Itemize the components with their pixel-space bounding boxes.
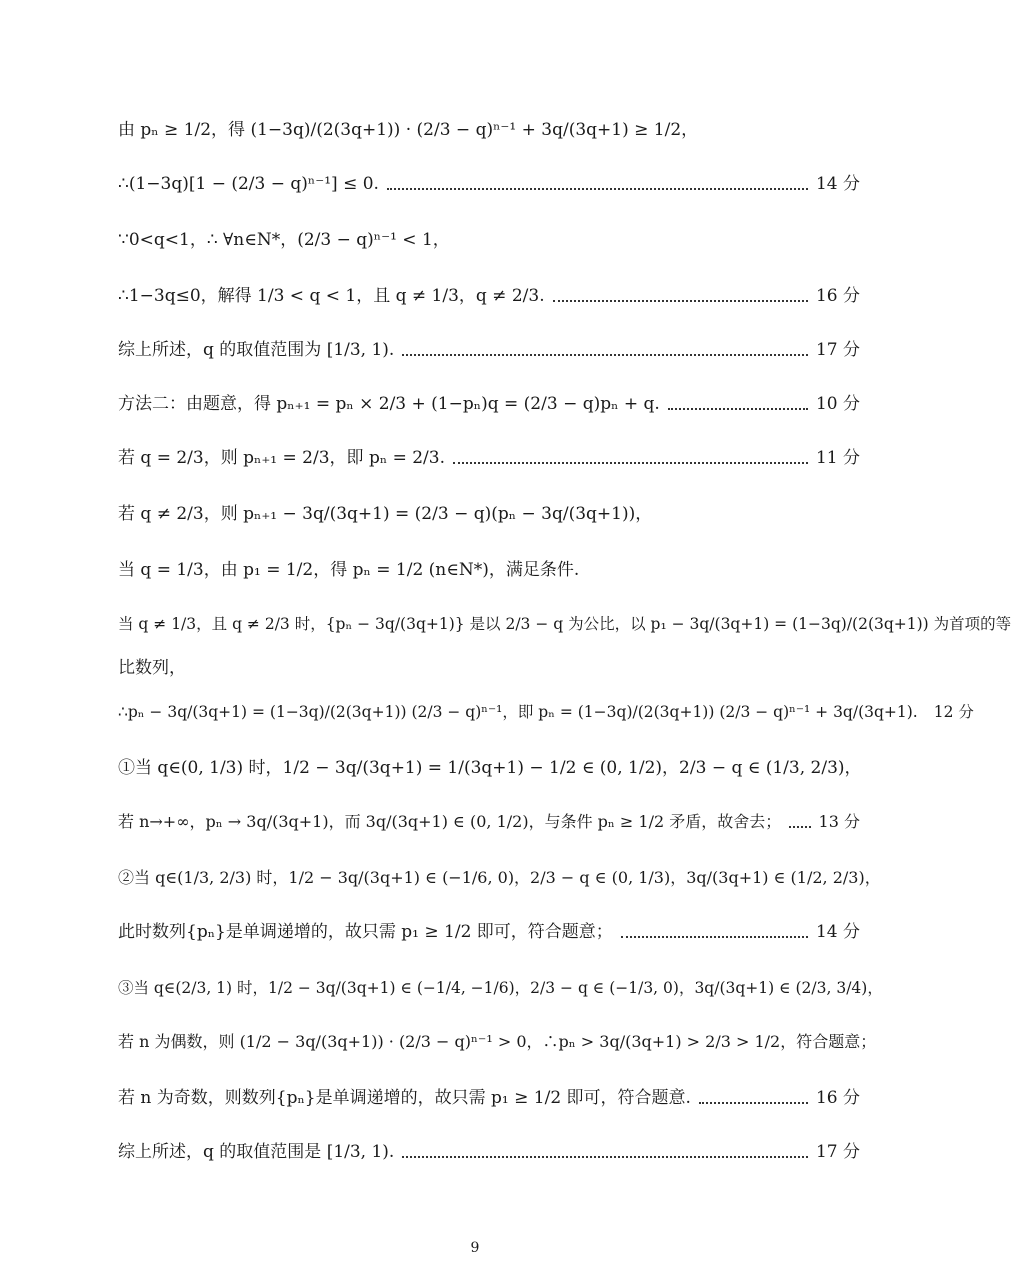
score-mark: 11 分 <box>815 448 860 468</box>
line-text: 若 n 为奇数，则数列{pₙ}是单调递增的，故只需 p₁ ≥ 1/2 即可，符合题意. <box>118 1088 691 1108</box>
line-text: ∴(1−3q)[1 − (2/3 − q)ⁿ⁻¹] ≤ 0. <box>118 174 379 194</box>
solution-line <box>118 656 860 680</box>
page-number: 9 <box>470 1240 480 1256</box>
score-mark: 12 分 <box>933 703 974 721</box>
line-text: 当 q = 1/3，由 p₁ = 1/2，得 pₙ = 1/2 (n∈N*)，满足条件. <box>118 560 580 580</box>
solution-line <box>118 558 860 582</box>
line-text: ①当 q∈(0, 1/3) 时，1/2 − 3q/(3q+1) = 1/(3q+1) − 1/2 ∈ (0, 1/2)，2/3 − q ∈ (1/3, 2/3)， <box>118 758 862 778</box>
solution-line <box>118 338 860 362</box>
line-text: 综上所述，q 的取值范围是 [1/3, 1). <box>118 1142 395 1162</box>
line-text: ②当 q∈(1/3, 2/3) 时，1/2 − 3q/(3q+1) ∈ (−1/6, 0)，2/3 − q ∈ (0, 1/3)，3q/(3q+1) ∈ (1/2, 2/3)， <box>118 868 881 887</box>
score-mark: 13 分 <box>818 812 860 831</box>
solution-line <box>118 1140 860 1164</box>
dot-leader <box>789 824 810 828</box>
line-text: 当 q ≠ 1/3，且 q ≠ 2/3 时，{pₙ − 3q/(3q+1)} 是以 2/3 − q 为公比，以 p₁ − 3q/(3q+1) = (1−3q)/(2(3q+1)) 为首项的等 <box>118 615 1011 633</box>
solution-line <box>118 866 881 890</box>
dot-leader <box>402 1154 808 1158</box>
solution-line <box>118 976 883 1000</box>
line-text: 由 pₙ ≥ 1/2，得 (1−3q)/(2(3q+1)) · (2/3 − q)ⁿ⁻¹ + 3q/(3q+1) ≥ 1/2， <box>118 120 699 140</box>
solution-line <box>118 1030 877 1054</box>
dot-leader <box>453 460 808 464</box>
solution-line <box>118 920 860 944</box>
solution-line <box>118 1086 860 1110</box>
line-text: 比数列， <box>118 658 186 678</box>
solution-line <box>118 228 860 252</box>
solution-line <box>118 392 860 416</box>
line-text: 若 q = 2/3，则 pₙ₊₁ = 2/3，即 pₙ = 2/3. <box>118 448 445 468</box>
line-text: 综上所述，q 的取值范围为 [1/3, 1). <box>118 340 395 360</box>
line-text: ∵0<q<1，∴ ∀n∈N*，(2/3 − q)ⁿ⁻¹ < 1， <box>118 230 450 250</box>
line-text: ③当 q∈(2/3, 1) 时，1/2 − 3q/(3q+1) ∈ (−1/4, −1/6)，2/3 − q ∈ (−1/3, 0)，3q/(3q+1) ∈ (2/3, 3/4)， <box>118 979 883 997</box>
solution-line <box>118 612 1011 636</box>
dot-leader <box>553 298 808 302</box>
line-text: 若 q ≠ 2/3，则 pₙ₊₁ − 3q/(3q+1) = (2/3 − q)(pₙ − 3q/(3q+1))， <box>118 504 653 524</box>
score-mark: 17 分 <box>815 1142 860 1162</box>
solution-line <box>118 700 974 724</box>
solution-line <box>118 756 860 780</box>
score-mark: 16 分 <box>815 286 860 306</box>
solution-line <box>118 810 860 834</box>
score-mark: 10 分 <box>815 394 860 414</box>
line-text: 若 n→+∞，pₙ → 3q/(3q+1)，而 3q/(3q+1) ∈ (0, 1/2)，与条件 pₙ ≥ 1/2 矛盾，故舍去； <box>118 812 782 831</box>
solution-line <box>118 446 860 470</box>
score-mark: 17 分 <box>815 340 860 360</box>
dot-leader <box>621 934 808 938</box>
dot-leader <box>668 406 808 410</box>
dot-leader <box>402 352 808 356</box>
solution-line <box>118 118 860 142</box>
line-text: ∴pₙ − 3q/(3q+1) = (1−3q)/(2(3q+1)) (2/3 − q)ⁿ⁻¹，即 pₙ = (1−3q)/(2(3q+1)) (2/3 − q)ⁿ⁻¹ + 3q/(3q+1). <box>118 703 918 721</box>
line-text: ∴1−3q≤0，解得 1/3 < q < 1，且 q ≠ 1/3，q ≠ 2/3. <box>118 286 545 306</box>
dot-leader <box>699 1100 808 1104</box>
line-text: 此时数列{pₙ}是单调递增的，故只需 p₁ ≥ 1/2 即可，符合题意； <box>118 922 613 942</box>
solution-line <box>118 502 860 526</box>
score-mark: 16 分 <box>815 1088 860 1108</box>
score-mark: 14 分 <box>815 922 860 942</box>
dot-leader <box>387 186 808 190</box>
line-text: 方法二：由题意，得 pₙ₊₁ = pₙ × 2/3 + (1−pₙ)q = (2/3 − q)pₙ + q. <box>118 394 660 414</box>
solution-line <box>118 172 860 196</box>
score-mark: 14 分 <box>815 174 860 194</box>
solution-line <box>118 284 860 308</box>
line-text: 若 n 为偶数，则 (1/2 − 3q/(3q+1)) · (2/3 − q)ⁿ⁻¹ > 0，∴pₙ > 3q/(3q+1) > 2/3 > 1/2，符合题意； <box>118 1032 877 1051</box>
